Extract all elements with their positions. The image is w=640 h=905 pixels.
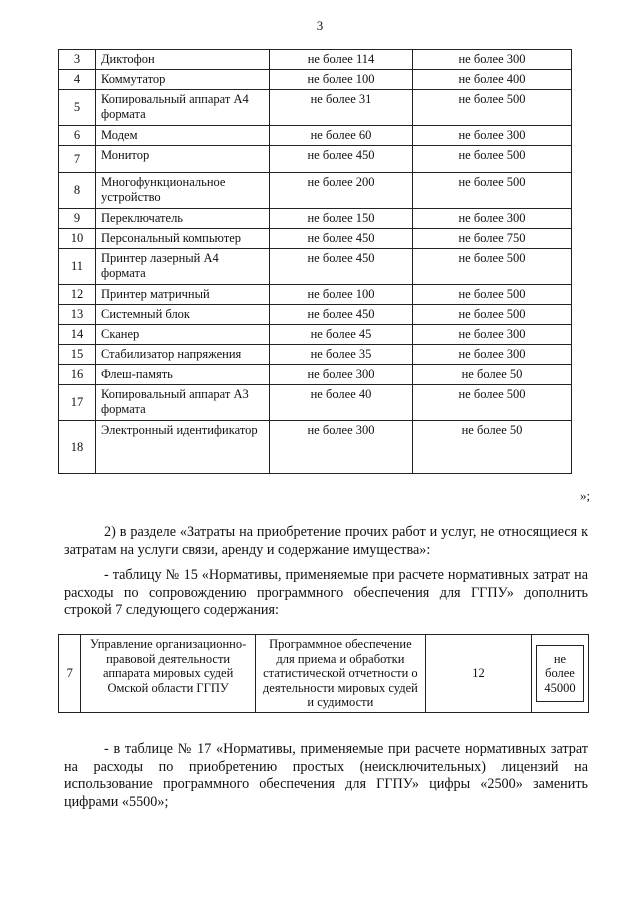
equipment-name: Модем bbox=[96, 126, 270, 146]
equipment-name: Электронный идентификатор bbox=[96, 421, 270, 474]
row-number: 17 bbox=[59, 385, 96, 421]
price-norm: не более 50 bbox=[413, 365, 572, 385]
row-number: 11 bbox=[59, 249, 96, 285]
table-closing-quote: »; bbox=[580, 488, 591, 503]
row-number: 3 bbox=[59, 50, 96, 70]
paragraph-table-15: - таблицу № 15 «Нормативы, применяемые при расчете нормативных затрат на расходы по сопровождению программного обеспечения для ГГПУ» дополнить строкой 7 следующего содержания: bbox=[64, 567, 588, 618]
usage-norm: не более 35 bbox=[270, 345, 413, 365]
price-norm: не более 300 bbox=[413, 325, 572, 345]
equipment-name: Системный блок bbox=[96, 305, 270, 325]
table-row bbox=[59, 249, 572, 285]
price-norm: не более 500 bbox=[413, 249, 572, 285]
price-norm: не более 750 bbox=[413, 229, 572, 249]
row-number: 6 bbox=[59, 126, 96, 146]
equipment-name: Персональный компьютер bbox=[96, 229, 270, 249]
page-number: 3 bbox=[316, 18, 324, 33]
equipment-name: Принтер лазерный А4 формата bbox=[96, 249, 270, 285]
price-norm: не более 300 bbox=[413, 345, 572, 365]
price-norm: не более 500 bbox=[413, 385, 572, 421]
price-norm: не более 500 bbox=[413, 90, 572, 126]
equipment-norms-table bbox=[58, 49, 572, 474]
price-norm: не более 300 bbox=[413, 50, 572, 70]
table-row bbox=[59, 305, 572, 325]
table-row bbox=[59, 146, 572, 173]
usage-norm: не более 100 bbox=[270, 70, 413, 90]
equipment-name: Принтер матричный bbox=[96, 285, 270, 305]
usage-norm: не более 100 bbox=[270, 285, 413, 305]
table-row bbox=[59, 90, 572, 126]
organization-cell: Управление организационно-правовой деятельности аппарата мировых судей Омской области ГГПУ bbox=[81, 635, 255, 713]
usage-norm: не более 450 bbox=[270, 305, 413, 325]
usage-norm: не более 40 bbox=[270, 385, 413, 421]
row-number: 14 bbox=[59, 325, 96, 345]
row-number: 4 bbox=[59, 70, 96, 90]
equipment-name: Монитор bbox=[96, 146, 270, 173]
row-number: 7 bbox=[59, 146, 96, 173]
row-number: 9 bbox=[59, 209, 96, 229]
table-row bbox=[59, 635, 589, 713]
usage-norm: не более 114 bbox=[270, 50, 413, 70]
price-norm: не более 300 bbox=[413, 126, 572, 146]
equipment-name: Коммутатор bbox=[96, 70, 270, 90]
price-box: не более 45000 bbox=[536, 645, 584, 703]
table-row bbox=[59, 365, 572, 385]
row-number: 8 bbox=[59, 173, 96, 209]
equipment-name: Сканер bbox=[96, 325, 270, 345]
usage-norm: не более 60 bbox=[270, 126, 413, 146]
price-norm: не более 400 bbox=[413, 70, 572, 90]
price-norm: не более 500 bbox=[413, 285, 572, 305]
equipment-name: Переключатель bbox=[96, 209, 270, 229]
table-row bbox=[59, 385, 572, 421]
price-norm: не более 500 bbox=[413, 146, 572, 173]
table-row bbox=[59, 421, 572, 474]
table-row bbox=[59, 285, 572, 305]
software-cell: Программное обеспечение для приема и обработки статистической отчетности о деятельности мировых судей и судимости bbox=[255, 635, 425, 713]
equipment-name: Стабилизатор напряжения bbox=[96, 345, 270, 365]
price-norm: не более 50 bbox=[413, 421, 572, 474]
row-number: 15 bbox=[59, 345, 96, 365]
price-cell bbox=[531, 635, 588, 713]
table-row bbox=[59, 325, 572, 345]
table-row bbox=[59, 126, 572, 146]
equipment-name: Копировальный аппарат А3 формата bbox=[96, 385, 270, 421]
row-number: 12 bbox=[59, 285, 96, 305]
usage-norm: не более 450 bbox=[270, 146, 413, 173]
table-row bbox=[59, 229, 572, 249]
usage-norm: не более 300 bbox=[270, 421, 413, 474]
usage-norm: не более 150 bbox=[270, 209, 413, 229]
paragraph-table-17: - в таблице № 17 «Нормативы, применяемые при расчете нормативных затрат на расходы по приобретению простых (неисключительных) лицензий на использование программного обеспечения для ГГПУ» цифры «2500» заменить цифрами «5500»; bbox=[64, 741, 588, 810]
row-number: 18 bbox=[59, 421, 96, 474]
table-row bbox=[59, 173, 572, 209]
row-number: 5 bbox=[59, 90, 96, 126]
table-row bbox=[59, 50, 572, 70]
table-row bbox=[59, 70, 572, 90]
usage-norm: не более 450 bbox=[270, 249, 413, 285]
usage-norm: не более 450 bbox=[270, 229, 413, 249]
usage-norm: не более 45 bbox=[270, 325, 413, 345]
paragraph-section-2: 2) в разделе «Затраты на приобретение прочих работ и услуг, не относящиеся к затратам на услуги связи, аренду и содержание имущества»: bbox=[64, 524, 588, 558]
table-row bbox=[59, 345, 572, 365]
equipment-name: Копировальный аппарат А4 формата bbox=[96, 90, 270, 126]
price-norm: не более 300 bbox=[413, 209, 572, 229]
usage-norm: не более 300 bbox=[270, 365, 413, 385]
table-row bbox=[59, 209, 572, 229]
quantity-cell: 12 bbox=[425, 635, 531, 713]
price-norm: не более 500 bbox=[413, 305, 572, 325]
row-number: 13 bbox=[59, 305, 96, 325]
usage-norm: не более 200 bbox=[270, 173, 413, 209]
equipment-name: Диктофон bbox=[96, 50, 270, 70]
equipment-name: Флеш-память bbox=[96, 365, 270, 385]
software-support-table bbox=[58, 634, 589, 713]
row-number: 10 bbox=[59, 229, 96, 249]
row-number: 7 bbox=[59, 635, 81, 713]
price-norm: не более 500 bbox=[413, 173, 572, 209]
usage-norm: не более 31 bbox=[270, 90, 413, 126]
row-number: 16 bbox=[59, 365, 96, 385]
equipment-name: Многофункциональное устройство bbox=[96, 173, 270, 209]
equipment-norms-table-body bbox=[59, 50, 572, 474]
